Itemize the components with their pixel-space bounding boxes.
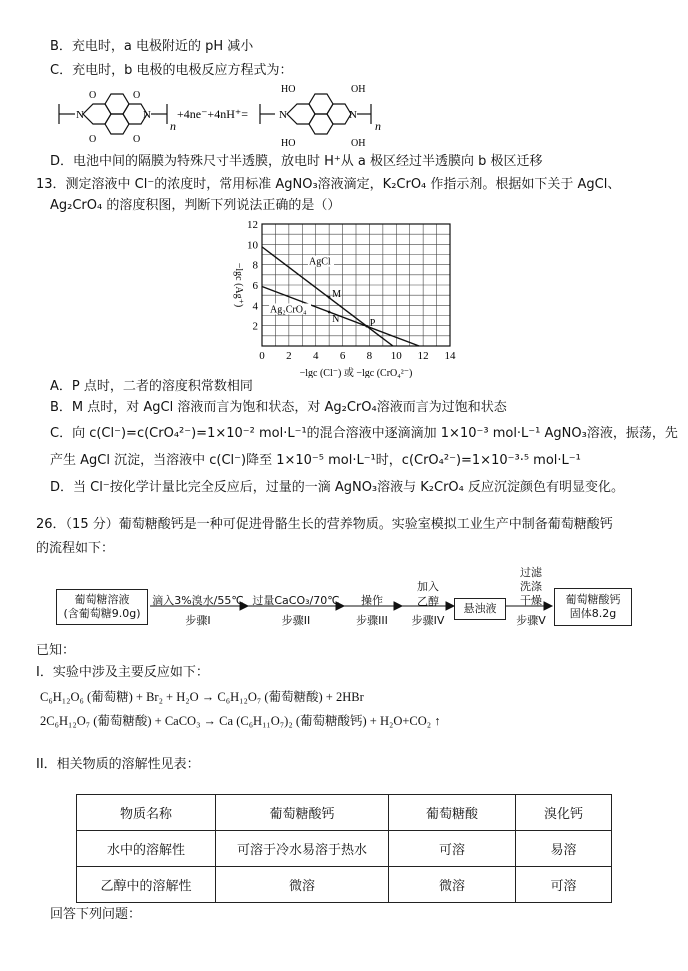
reaction-2: 2C₆H₁₂O₇ (葡萄糖酸) + CaCO₃ → Ca (C₆H₁₁O₇)₂ (葡萄糖酸钙) + H₂O+CO₂ ↑ bbox=[40, 714, 441, 728]
ho-label: HO bbox=[281, 84, 296, 95]
chart-axes bbox=[233, 219, 456, 378]
equation-middle: +4ne⁻+4nH⁺= bbox=[177, 107, 248, 121]
known-item-1: I．实验中涉及主要反应如下： bbox=[36, 665, 209, 680]
table-header-cell: 溴化钙 bbox=[516, 795, 612, 831]
answer-prompt: 回答下列问题： bbox=[50, 907, 142, 922]
q26-stem-line2: 的流程如下： bbox=[36, 541, 115, 556]
x-tick-label: 12 bbox=[417, 350, 429, 362]
step4-label: 步骤IV bbox=[411, 614, 445, 627]
solubility-chart bbox=[222, 214, 462, 378]
series-label: Ag₂CrO₄ bbox=[270, 304, 307, 316]
x-tick-label: 6 bbox=[339, 350, 346, 362]
table-header-cell: 葡萄糖酸钙 bbox=[216, 795, 389, 831]
step3-label: 步骤III bbox=[356, 614, 388, 627]
flow-box-product-line2: 固体8.2g bbox=[569, 607, 617, 620]
step5-condition-line3: 干燥 bbox=[520, 594, 542, 607]
step2-label: 步骤II bbox=[281, 614, 311, 627]
step2-condition: 过量CaCO₃/70℃ bbox=[252, 594, 340, 607]
point-label: P bbox=[369, 318, 376, 330]
x-tick-label: 0 bbox=[259, 350, 265, 362]
solubility-table bbox=[76, 794, 612, 903]
x-tick-label: 10 bbox=[390, 350, 402, 362]
q12-option-d: D．电池中间的隔膜为特殊尺寸半透膜，放电时 H⁺从 a 极区经过半透膜向 b 极区迁移 bbox=[50, 154, 543, 169]
o-atom-label: O bbox=[133, 134, 141, 145]
y-tick-label: 6 bbox=[252, 280, 258, 292]
o-atom-label: O bbox=[89, 134, 97, 145]
step5-condition-line2: 洗涤 bbox=[520, 580, 542, 593]
table-cell: 可溶于冷水易溶于热水 bbox=[216, 831, 389, 867]
q13-option-c-line1: C．向 c(Cl⁻)=c(CrO₄²⁻)=1×10⁻² mol·L⁻¹的混合溶液中逐滴滴加 1×10⁻³ mol·L⁻¹ AgNO₃溶液，振荡，先 bbox=[50, 426, 678, 441]
point-marker bbox=[328, 296, 331, 299]
step3-condition: 操作 bbox=[361, 594, 383, 607]
n-atom-label: N bbox=[143, 109, 151, 121]
q13-stem-line2: Ag₂CrO₄ 的溶度积图，判断下列说法正确的是（） bbox=[50, 198, 341, 213]
step1-label: 步骤I bbox=[185, 614, 211, 627]
chart-grid bbox=[262, 224, 450, 346]
table-row bbox=[77, 831, 612, 867]
y-tick-label: 4 bbox=[252, 300, 258, 313]
q12-option-b: B．充电时，a 电极附近的 pH 减小 bbox=[50, 39, 254, 54]
q12-option-c: C．充电时，b 电极的电极反应方程式为： bbox=[50, 63, 293, 78]
point-label: N bbox=[332, 313, 340, 325]
step4-condition-line2: 乙醇 bbox=[417, 595, 439, 608]
repeat-n: n bbox=[170, 119, 176, 133]
y-tick-label: 8 bbox=[252, 259, 258, 272]
x-tick-label: 8 bbox=[366, 350, 373, 362]
q13-option-b: B．M 点时，对 AgCl 溶液而言为饱和状态，对 Ag₂CrO₄溶液而言为过饱和状态 bbox=[50, 400, 507, 415]
flow-box-product bbox=[554, 588, 632, 626]
oh-label: OH bbox=[351, 84, 366, 95]
known-item-2: II．相关物质的溶解性见表： bbox=[36, 757, 200, 772]
y-tick-label: 12 bbox=[247, 219, 258, 231]
n-atom-label: N bbox=[76, 109, 84, 121]
known-heading: 已知： bbox=[36, 643, 76, 658]
table-cell: 微溶 bbox=[389, 867, 516, 903]
o-atom-label: O bbox=[133, 90, 141, 101]
q13-stem-line1: 13．测定溶液中 Cl⁻的浓度时，常用标准 AgNO₃溶液滴定，K₂CrO₄ 作指示剂。根据如下关于 AgCl、 bbox=[36, 177, 621, 192]
table-cell: 易溶 bbox=[516, 831, 612, 867]
q13-option-a: A．P 点时，二者的溶度积常数相同 bbox=[50, 379, 253, 394]
flow-box-suspension: 悬浊液 bbox=[454, 598, 506, 620]
y-axis-label: −lgc (Ag⁺) bbox=[233, 262, 244, 308]
table-header-row bbox=[77, 795, 612, 831]
table-header-cell: 物质名称 bbox=[77, 795, 216, 831]
q13-option-d: D．当 Cl⁻按化学计量比完全反应后，过量的一滴 AgNO₃溶液与 K₂CrO₄ 反应沉淀颜色有明显变化。 bbox=[50, 480, 625, 495]
x-tick-label: 4 bbox=[312, 350, 319, 362]
y-tick-label: 10 bbox=[247, 239, 258, 252]
point-marker bbox=[365, 325, 368, 328]
step5-label: 步骤V bbox=[516, 614, 546, 627]
ho-label: HO bbox=[281, 138, 296, 149]
reaction-1: C₆H₁₂O₆ (葡萄糖) + Br₂ + H₂O → C₆H₁₂O₇ (葡萄糖酸) + 2HBr bbox=[40, 690, 364, 704]
q26-stem-line1: 26．（15 分）葡萄糖酸钙是一种可促进骨骼生长的营养物质。实验室模拟工业生产中制备葡萄糖酸钙 bbox=[36, 517, 613, 532]
step1-condition: 滴入3%溴水/55℃ bbox=[152, 594, 244, 607]
q13-option-c-line2: 产生 AgCl 沉淀，当溶液中 c(Cl⁻)降至 1×10⁻⁵ mol·L⁻¹时，c(CrO₄²⁻)=1×10⁻³·⁵ mol·L⁻¹ bbox=[50, 453, 581, 468]
table-row bbox=[77, 867, 612, 903]
table-cell: 可溶 bbox=[516, 867, 612, 903]
flow-box-glucose-line2: (含葡萄糖9.0g) bbox=[63, 607, 141, 620]
table-header-cell: 葡萄糖酸 bbox=[389, 795, 516, 831]
point-marker bbox=[328, 311, 331, 314]
step5-condition-line1: 过滤 bbox=[520, 566, 542, 579]
oh-label: OH bbox=[351, 138, 366, 149]
x-tick-label: 2 bbox=[286, 350, 292, 362]
electrode-equation bbox=[55, 78, 415, 150]
y-tick-label: 2 bbox=[252, 320, 258, 333]
table-cell: 微溶 bbox=[216, 867, 389, 903]
flow-box-glucose-line1: 葡萄糖溶液 bbox=[74, 593, 130, 606]
series-label: AgCl bbox=[309, 256, 331, 268]
step4-condition-line1: 加入 bbox=[417, 580, 439, 593]
o-atom-label: O bbox=[89, 90, 97, 101]
flow-box-glucose bbox=[56, 589, 148, 625]
flow-box-product-line1: 葡萄糖酸钙 bbox=[565, 593, 621, 606]
table-cell: 可溶 bbox=[389, 831, 516, 867]
x-tick-label: 14 bbox=[444, 350, 456, 362]
n-atom-label: N bbox=[349, 109, 357, 121]
repeat-n: n bbox=[375, 119, 381, 133]
n-atom-label: N bbox=[279, 109, 287, 121]
x-axis-label: −lgc (Cl⁻) 或 −lgc (CrO₄²⁻) bbox=[299, 368, 413, 378]
point-label: M bbox=[332, 289, 342, 301]
table-cell: 水中的溶解性 bbox=[77, 831, 216, 867]
table-cell: 乙醇中的溶解性 bbox=[77, 867, 216, 903]
